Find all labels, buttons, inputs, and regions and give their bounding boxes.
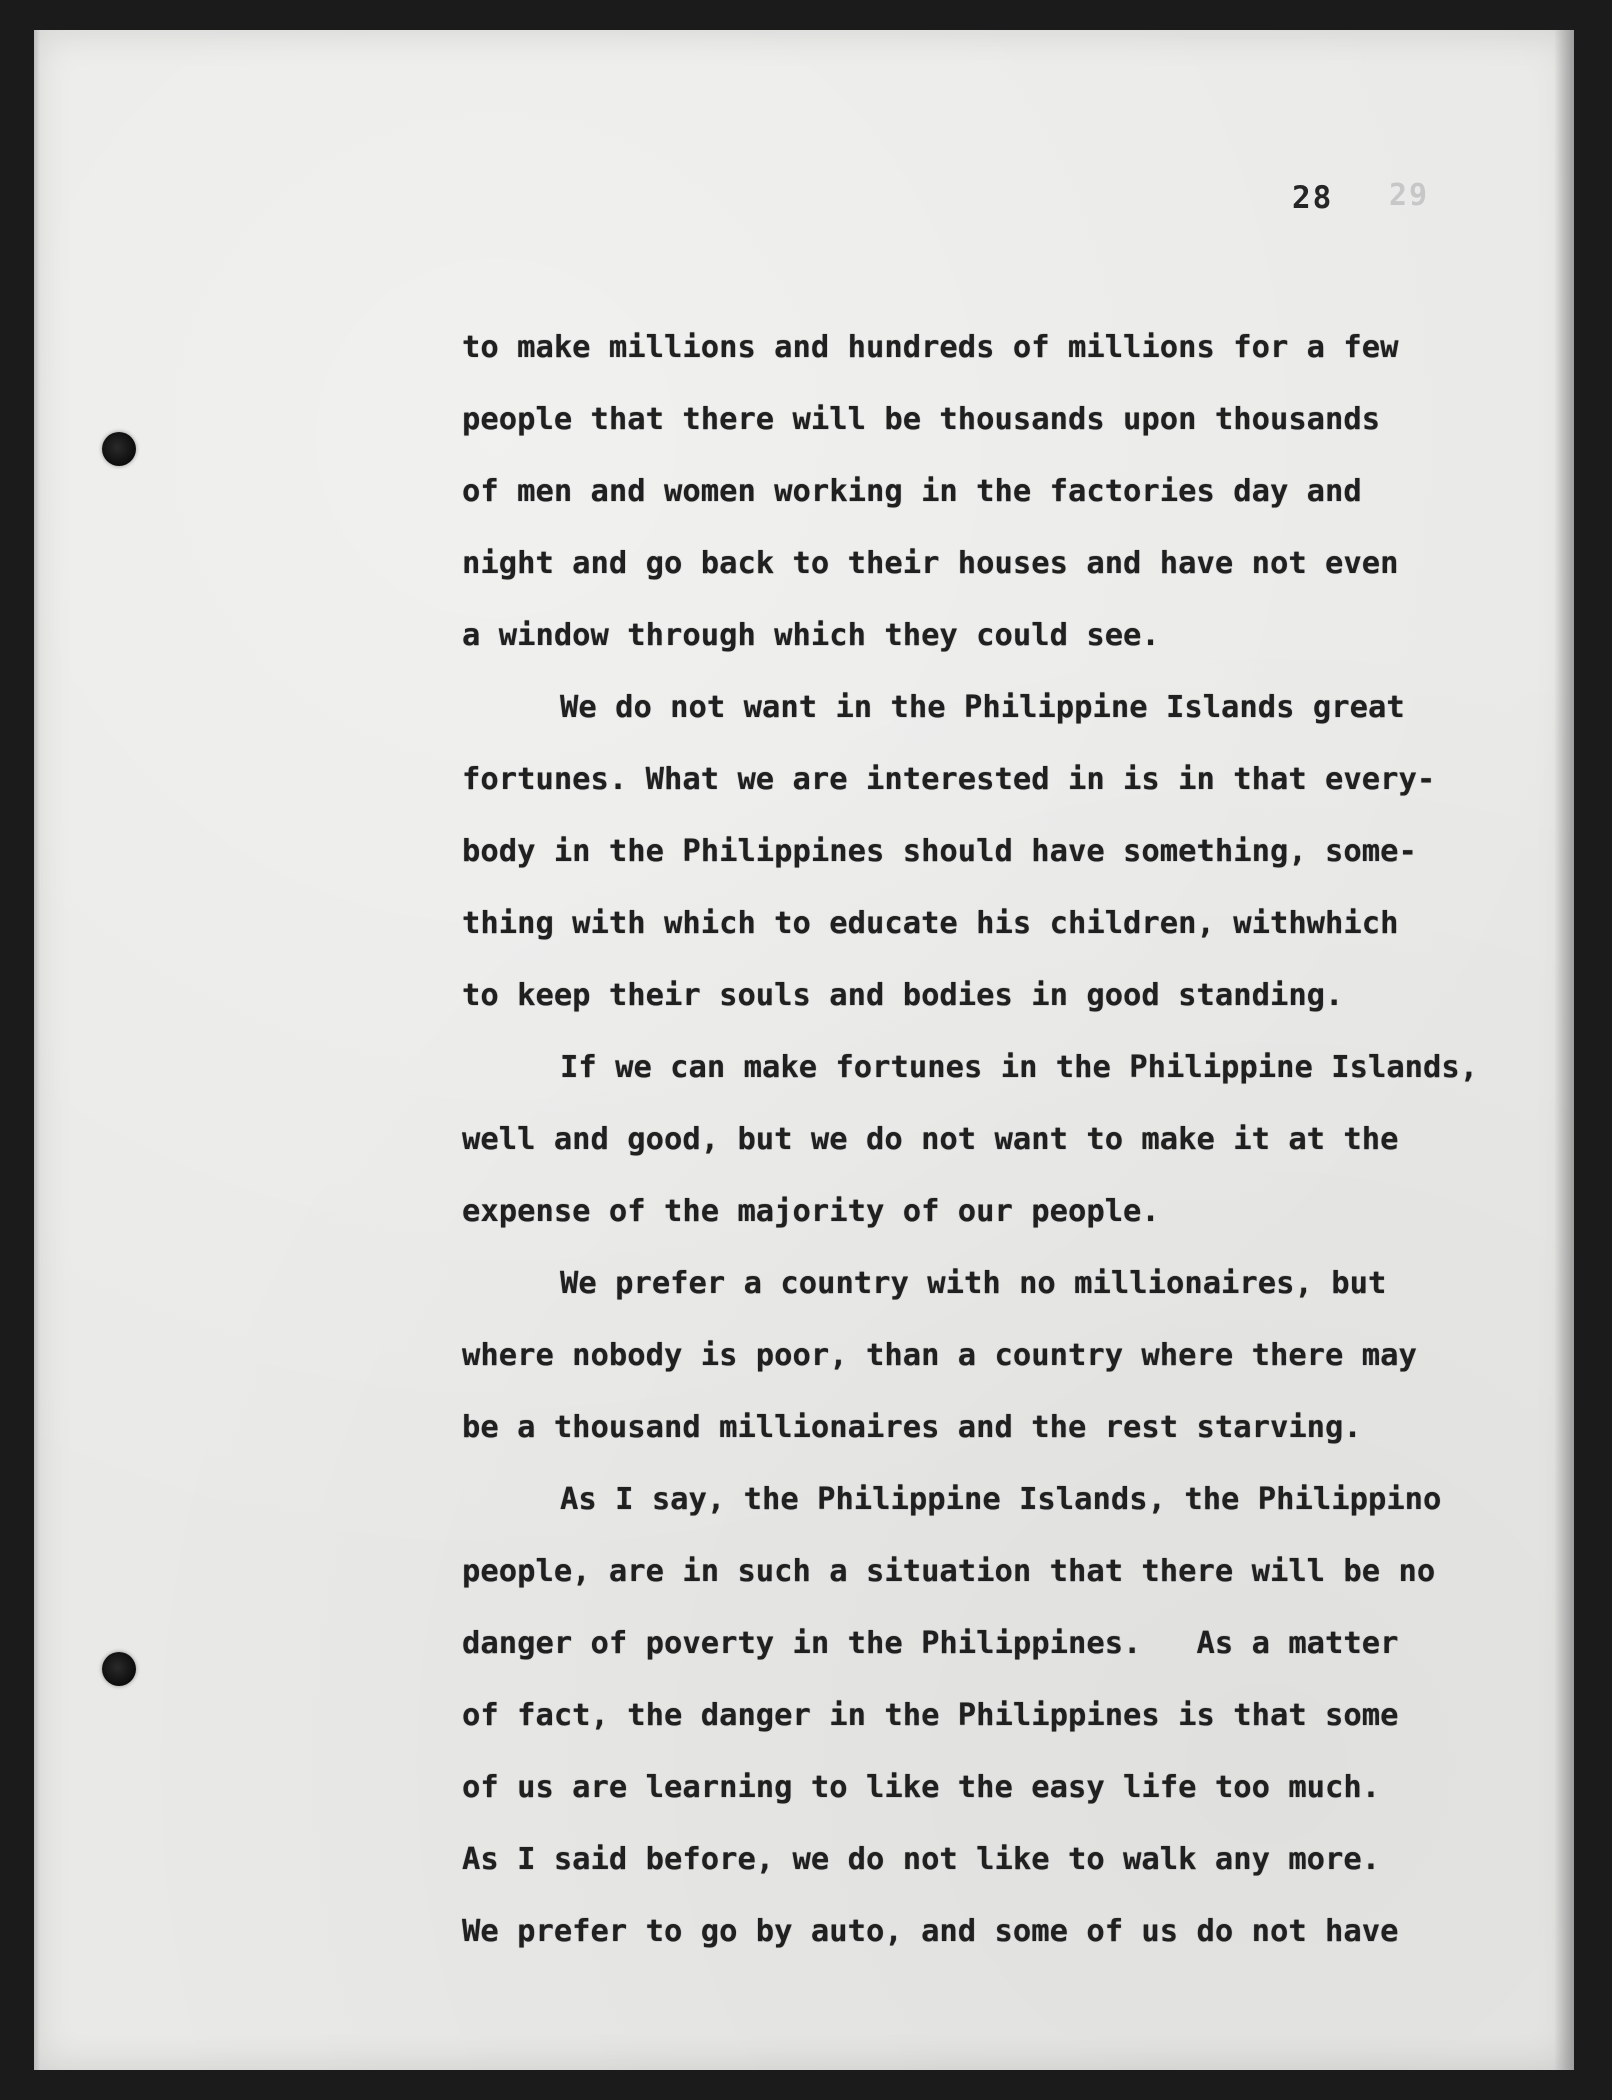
text-line: a window through which they could see. (462, 618, 1160, 653)
body-text (462, 312, 1562, 1968)
typewritten-page (34, 30, 1574, 2070)
text-line: of us are learning to like the easy life too much. (462, 1770, 1381, 1805)
text-line: danger of poverty in the Philippines. As a matter (462, 1626, 1399, 1661)
text-line: people, are in such a situation that there will be no (462, 1554, 1436, 1589)
paragraph-start-line: We prefer a country with no millionaires, but (560, 1266, 1387, 1301)
text-line: fortunes. What we are interested in is in that every- (462, 762, 1436, 797)
ghost-page-number: 29 (1389, 178, 1430, 213)
text-line: where nobody is poor, than a country where there may (462, 1338, 1417, 1373)
text-line: expense of the majority of our people. (462, 1194, 1160, 1229)
text-line: well and good, but we do not want to make it at the (462, 1122, 1399, 1157)
text-line: to make millions and hundreds of millions for a few (462, 330, 1399, 365)
text-line: to keep their souls and bodies in good standing. (462, 978, 1344, 1013)
text-line: be a thousand millionaires and the rest starving. (462, 1410, 1362, 1445)
text-line: As I said before, we do not like to walk any more. (462, 1842, 1381, 1877)
text-line: people that there will be thousands upon thousands (462, 402, 1381, 437)
text-line: of men and women working in the factories day and (462, 474, 1362, 509)
punch-hole-top (102, 432, 136, 466)
paragraph-start-line: As I say, the Philippine Islands, the Philippino (560, 1482, 1442, 1517)
paragraph-start-line: We do not want in the Philippine Islands great (560, 690, 1405, 725)
page-number: 28 (1292, 180, 1334, 216)
text-line: night and go back to their houses and have not even (462, 546, 1399, 581)
text-line: body in the Philippines should have something, some- (462, 834, 1417, 869)
text-line: We prefer to go by auto, and some of us do not have (462, 1914, 1399, 1949)
text-line: of fact, the danger in the Philippines is that some (462, 1698, 1399, 1733)
paper-edge-shadow-left (34, 30, 40, 2070)
paragraph-start-line: If we can make fortunes in the Philippine Islands, (560, 1050, 1479, 1085)
punch-hole-bottom (102, 1652, 136, 1686)
text-line: thing with which to educate his children, withwhich (462, 906, 1399, 941)
